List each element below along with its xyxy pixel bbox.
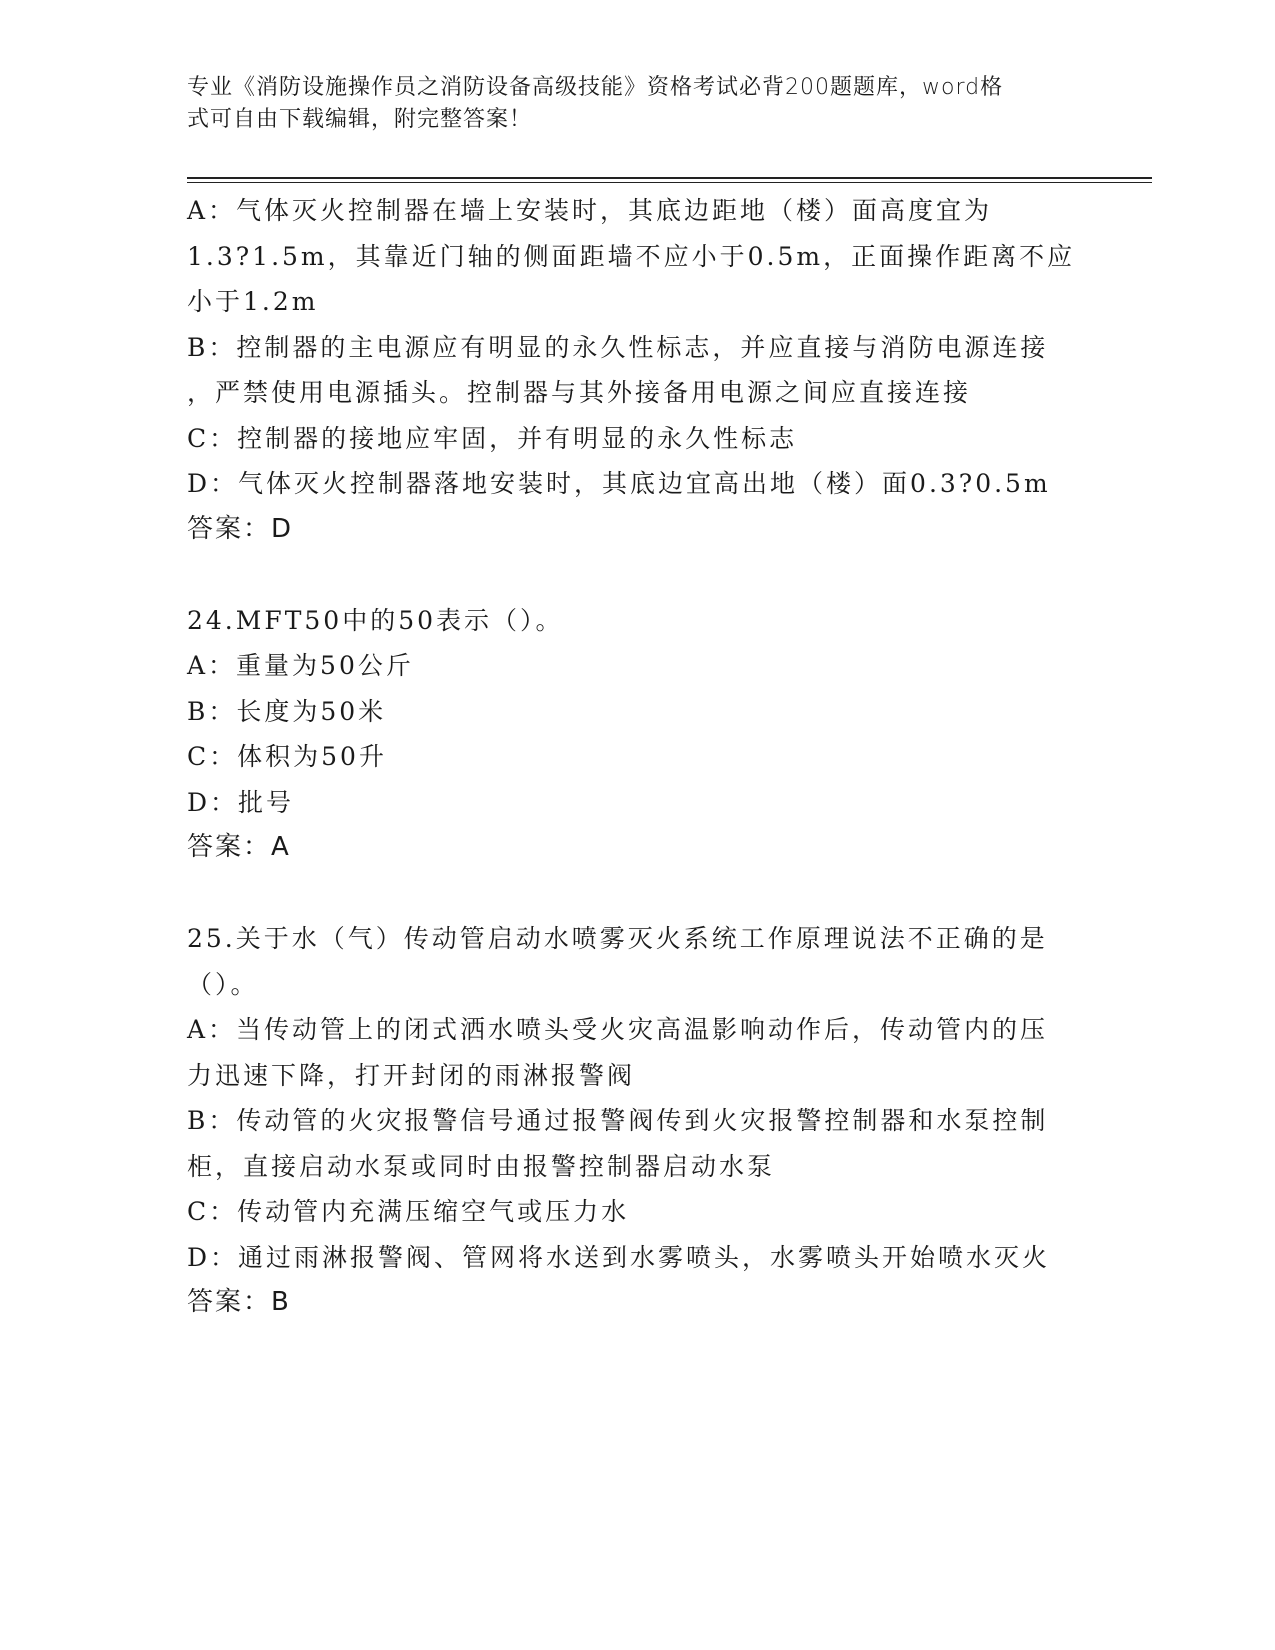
- q23-option-a-line-1: A：气体灭火控制器在墙上安装时，其底边距地（楼）面高度宜为: [187, 196, 993, 225]
- q24-option-a: A：重量为50公斤: [187, 651, 414, 680]
- q25-option-a-line-1: A：当传动管上的闭式洒水喷头受火灾高温影响动作后，传动管内的压: [187, 1015, 1049, 1044]
- spacer: [187, 871, 1077, 917]
- header-divider-thick: [187, 177, 1152, 179]
- q24-option-c: C：体积为50升: [187, 742, 387, 771]
- question-25-block: [187, 916, 1077, 1326]
- header-line-1: 专业《消防设施操作员之消防设备高级技能》资格考试必背200题题库，word格: [187, 75, 1004, 100]
- document-header: [187, 72, 1067, 136]
- q25-question-line-2: （）。: [187, 969, 259, 999]
- spacer: [187, 552, 1077, 598]
- q25-option-b-line-1: B：传动管的火灾报警信号通过报警阀传到火灾报警控制器和水泵控制: [187, 1106, 1049, 1135]
- header-divider-thin: [187, 182, 1152, 183]
- question-24-block: [187, 598, 1077, 871]
- q24-question: 24.MFT50中的50表示（）。: [187, 605, 564, 635]
- q23-option-a-line-3: 小于1.2m: [187, 287, 319, 316]
- document-body: [187, 188, 1077, 1326]
- q23-option-d: D：气体灭火控制器落地安装时，其底边宜高出地（楼）面0.3?0.5m: [187, 469, 1051, 498]
- q25-option-a-line-2: 力迅速下降，打开封闭的雨淋报警阀: [187, 1060, 636, 1090]
- q25-question-line-1: 25.关于水（气）传动管启动水喷雾灭火系统工作原理说法不正确的是: [187, 924, 1048, 953]
- q25-answer: 答案：B: [187, 1287, 291, 1317]
- q23-option-b-line-1: B：控制器的主电源应有明显的永久性标志，并应直接与消防电源连接: [187, 332, 1049, 362]
- question-23-block: [187, 188, 1077, 552]
- q24-option-d: D：批号: [187, 787, 295, 817]
- q23-option-c: C：控制器的接地应牢固，并有明显的永久性标志: [187, 423, 798, 453]
- q25-option-b-line-2: 柜，直接启动水泵或同时由报警控制器启动水泵: [187, 1151, 776, 1181]
- q23-option-a-line-2: 1.3?1.5m，其靠近门轴的侧面距墙不应小于0.5m，正面操作距离不应: [187, 241, 1076, 271]
- q23-answer: 答案：D: [187, 513, 294, 544]
- q25-option-c: C：传动管内充满压缩空气或压力水: [187, 1197, 630, 1226]
- q24-option-b: B：长度为50米: [187, 696, 387, 726]
- q24-answer: 答案：A: [187, 832, 291, 862]
- q23-option-b-line-2: ，严禁使用电源插头。控制器与其外接备用电源之间应直接连接: [187, 378, 972, 407]
- q25-option-d: D：通过雨淋报警阀、管网将水送到水雾喷头，水雾喷头开始喷水灭火: [187, 1242, 1051, 1272]
- header-line-2: 式可自由下载编辑，附完整答案！: [187, 107, 533, 132]
